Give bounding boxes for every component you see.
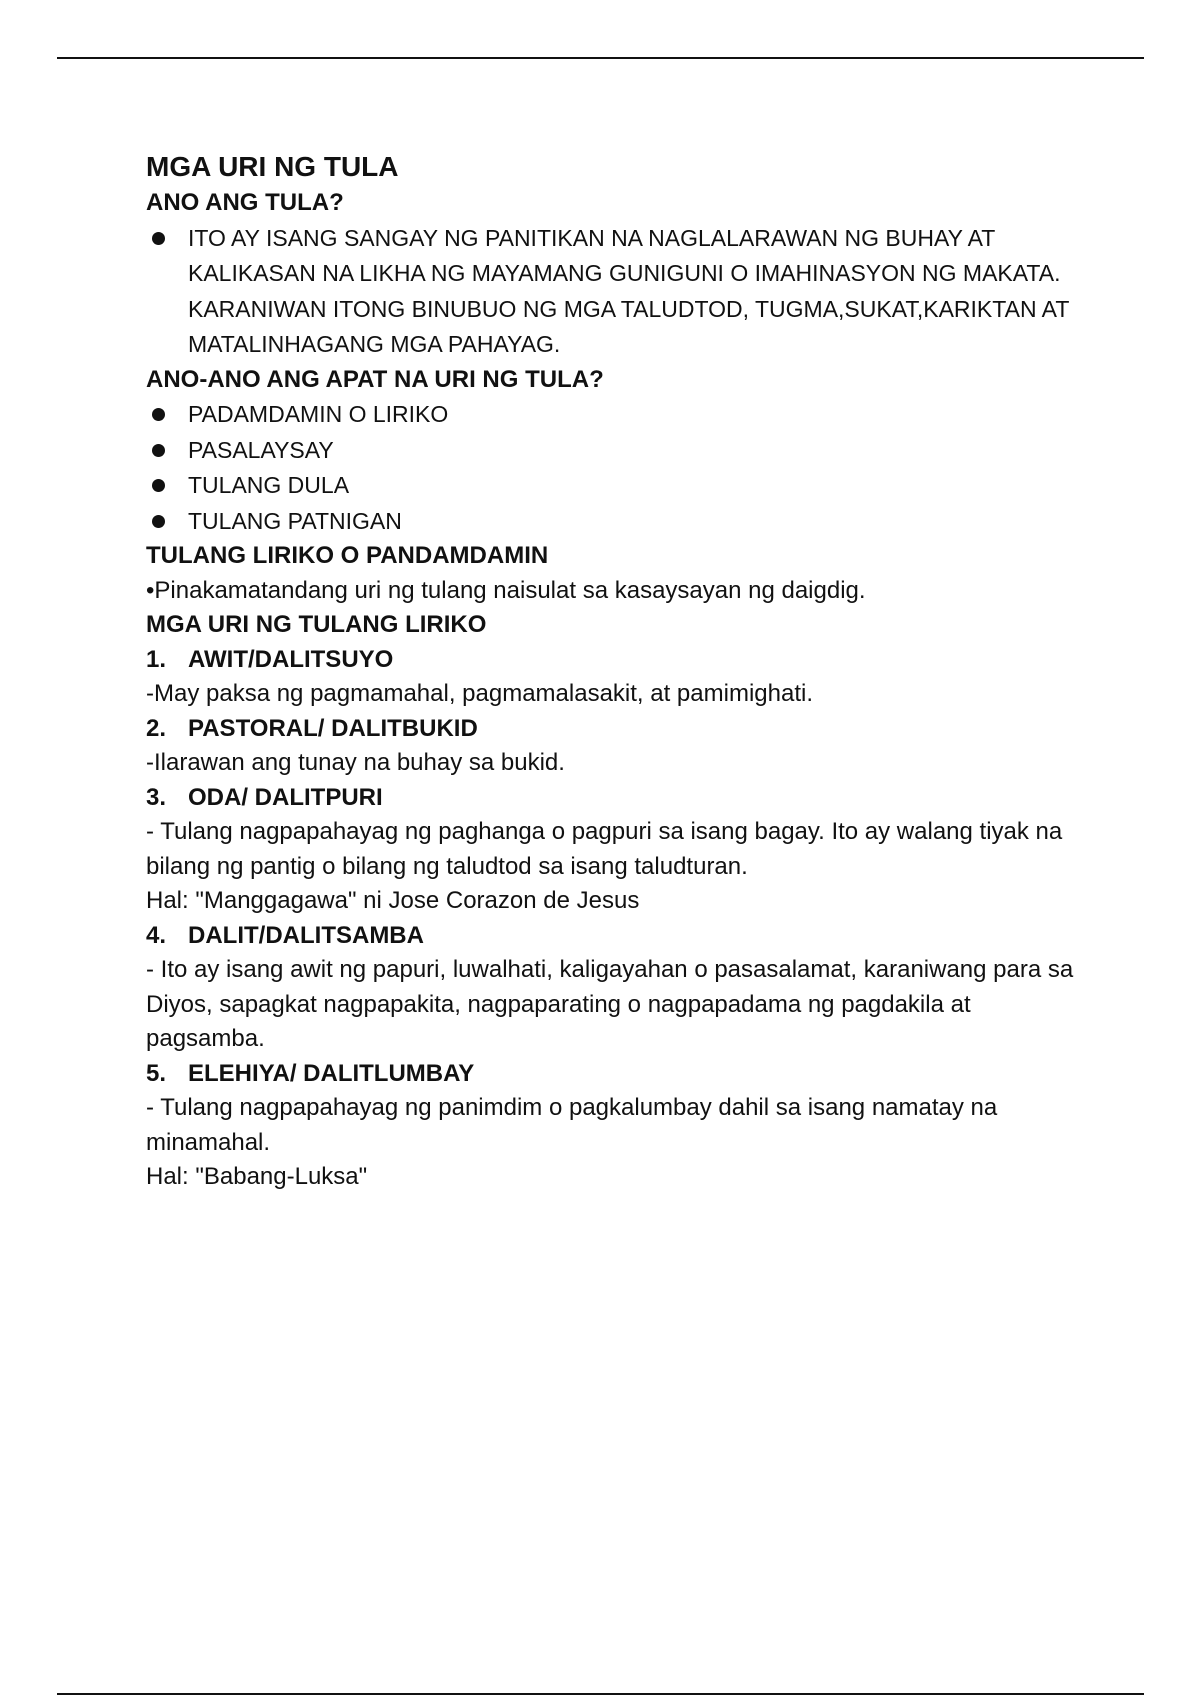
list-item [146, 433, 1086, 469]
bottom-rule [57, 1693, 1144, 1695]
type-number: 1. [146, 645, 167, 673]
type-heading [146, 643, 1086, 678]
bullet-icon [152, 232, 165, 245]
list-item [146, 397, 1086, 433]
type-description: -Ilarawan ang tunay na buhay sa bukid. [146, 749, 565, 776]
section-heading-uri: MGA URI NG TULANG LIRIKO [146, 611, 487, 638]
list-item-text: PADAMDAMIN O LIRIKO [188, 401, 449, 427]
type-entry [146, 643, 1086, 712]
document-body [146, 148, 1086, 1195]
type-entry [146, 919, 1086, 1057]
document-title: MGA URI NG TULA [146, 151, 399, 182]
section-heading-apat: ANO-ANO ANG APAT NA URI NG TULA? [146, 365, 604, 393]
type-heading [146, 919, 1086, 954]
list-item-text: TULANG PATNIGAN [188, 507, 402, 534]
type-name: ELEHIYA/ DALITLUMBAY [188, 1059, 475, 1087]
top-rule [57, 57, 1144, 59]
bullet-icon [152, 408, 165, 421]
definition-list [146, 221, 1086, 363]
list-item-text: TULANG DULA [188, 472, 350, 498]
type-name: PASTORAL/ DALITBUKID [188, 714, 478, 742]
type-number: 2. [146, 714, 167, 742]
type-entry [146, 781, 1086, 919]
section-heading-ano: ANO ANG TULA? [146, 189, 344, 216]
type-heading [146, 712, 1086, 747]
bullet-icon [152, 444, 165, 457]
type-description: - Ito ay isang awit ng papuri, luwalhati, kaligayahan o pasasalamat, karaniwang para sa Diyos, sapagkat nagpapakita, nagpaparating o nagpapadama ng pagdakila at pagsamba. [146, 956, 1074, 1052]
bullet-icon [152, 479, 165, 492]
type-name: ODA/ DALITPURI [188, 783, 383, 811]
section-heading-liriko: TULANG LIRIKO O PANDAMDAMIN [146, 542, 549, 569]
types-list [146, 397, 1086, 539]
list-item [146, 504, 1086, 540]
list-item [146, 468, 1086, 504]
bullet-icon [152, 515, 165, 528]
type-heading [146, 1057, 1086, 1092]
type-name: DALIT/DALITSAMBA [188, 921, 424, 949]
definition-text: ITO AY ISANG SANGAY NG PANITIKAN NA NAGLALARAWAN NG BUHAY AT KALIKASAN NA LIKHA NG MAYAMANG GUNIGUNI O IMAHINASYON NG MAKATA. KARANIWAN ITONG BINUBUO NG MGA TALUDTOD, TUGMA,SUKAT,KARIKTAN AT MATALINHAGANG MGA PAHAYAG. [188, 224, 1069, 357]
list-item [146, 221, 1086, 363]
type-number: 3. [146, 783, 167, 811]
type-description: - Tulang nagpapahayag ng paghanga o pagpuri sa isang bagay. Ito ay walang tiyak na bilang ng pantig o bilang ng taludtod sa isang taludturan. [146, 818, 1063, 880]
type-example: Hal: "Manggagawa" ni Jose Corazon de Jesus [146, 887, 640, 914]
type-number: 4. [146, 921, 167, 949]
liriko-note: •Pinakamatandang uri ng tulang naisulat sa kasaysayan ng daigdig. [146, 576, 866, 604]
type-example: Hal: "Babang-Luksa" [146, 1163, 368, 1190]
type-entry [146, 1057, 1086, 1195]
list-item-text: PASALAYSAY [188, 436, 334, 463]
type-description: - Tulang nagpapahayag ng panimdim o pagkalumbay dahil sa isang namatay na minamahal. [146, 1094, 998, 1156]
type-heading [146, 781, 1086, 816]
type-entry [146, 712, 1086, 781]
type-number: 5. [146, 1059, 167, 1087]
type-description: -May paksa ng pagmamahal, pagmamalasakit, at pamimighati. [146, 680, 813, 707]
type-name: AWIT/DALITSUYO [188, 645, 394, 673]
